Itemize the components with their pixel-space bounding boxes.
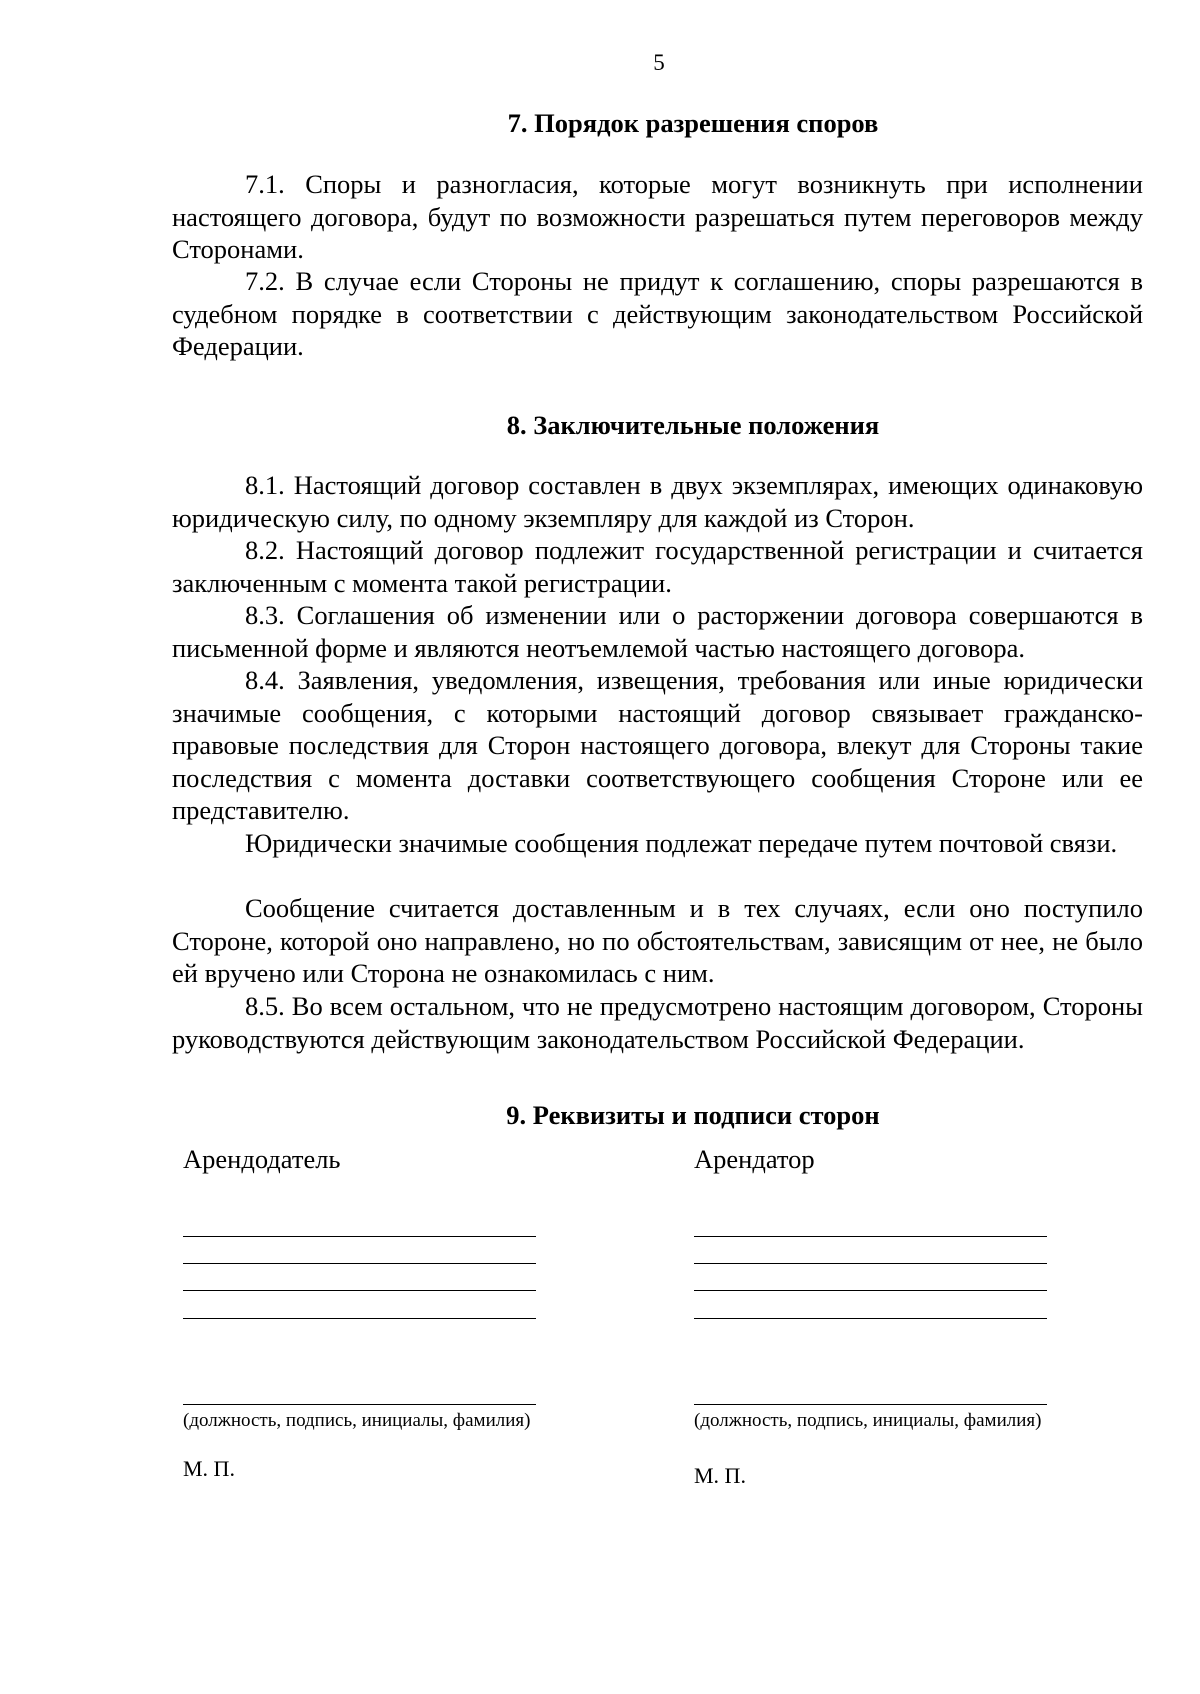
landlord-label: Арендодатель: [183, 1144, 341, 1174]
paragraph-8-2: 8.2. Настоящий договор подлежит государственной регистрации и считается заключенным с момента такой регистрации.: [172, 535, 1143, 598]
tenant-stamp-mark: М. П.: [694, 1463, 746, 1488]
section-7-title: 7. Порядок разрешения споров: [507, 108, 879, 138]
paragraph-8-1: 8.1. Настоящий договор составлен в двух экземплярах, имеющих одинаковую юридическую силу, по одному экземпляру для каждой из Сторон.: [172, 470, 1143, 533]
paragraph-7-2: 7.2. В случае если Стороны не придут к соглашению, споры разрешаются в судебном порядке в соответствии с действующим законодательством Российской Федерации.: [172, 266, 1143, 361]
landlord-signature-line: [183, 1404, 536, 1405]
paragraph-8-4-delivery: Сообщение считается доставленным и в тех случаях, если оно поступило Стороне, которой оно направлено, но по обстоятельствам, зависящим от нее, не было ей вручено или Сторона не ознакомилась с ним.: [172, 893, 1143, 988]
landlord-requisite-line: [183, 1290, 536, 1291]
landlord-requisite-line: [183, 1236, 536, 1237]
tenant-requisite-line: [694, 1290, 1047, 1291]
tenant-requisite-line: [694, 1263, 1047, 1264]
tenant-requisite-line: [694, 1318, 1047, 1319]
section-8-title: 8. Заключительные положения: [506, 410, 880, 440]
tenant-label: Арендатор: [694, 1144, 815, 1174]
paragraph-7-1: 7.1. Споры и разногласия, которые могут возникнуть при исполнении настоящего договора, будут по возможности разрешаться путем переговоров между Сторонами.: [172, 169, 1143, 264]
landlord-stamp-mark: М. П.: [183, 1456, 235, 1481]
landlord-requisite-line: [183, 1318, 536, 1319]
section-9-title: 9. Реквизиты и подписи сторон: [506, 1100, 880, 1130]
landlord-requisite-line: [183, 1263, 536, 1264]
page-number: 5: [653, 50, 665, 75]
landlord-signature-caption: (должность, подпись, инициалы, фамилия): [183, 1410, 531, 1431]
paragraph-8-4-postal: Юридически значимые сообщения подлежат передаче путем почтовой связи.: [245, 828, 1118, 858]
tenant-requisite-line: [694, 1236, 1047, 1237]
tenant-signature-caption: (должность, подпись, инициалы, фамилия): [694, 1410, 1042, 1431]
paragraph-8-3: 8.3. Соглашения об изменении или о расторжении договора совершаются в письменной форме и являются неотъемлемой частью настоящего договора.: [172, 600, 1143, 663]
paragraph-8-5: 8.5. Во всем остальном, что не предусмотрено настоящим договором, Стороны руководствуются действующим законодательством Российской Федерации.: [172, 991, 1143, 1054]
tenant-signature-line: [694, 1404, 1047, 1405]
paragraph-8-4: 8.4. Заявления, уведомления, извещения, требования или иные юридически значимые сообщения, с которыми настоящий договор связывает гражданско-правовые последствия для Сторон настоящего договора, влекут для Стороны такие последствия с момента доставки соответствующего сообщения Стороне или ее представителю.: [172, 665, 1143, 825]
